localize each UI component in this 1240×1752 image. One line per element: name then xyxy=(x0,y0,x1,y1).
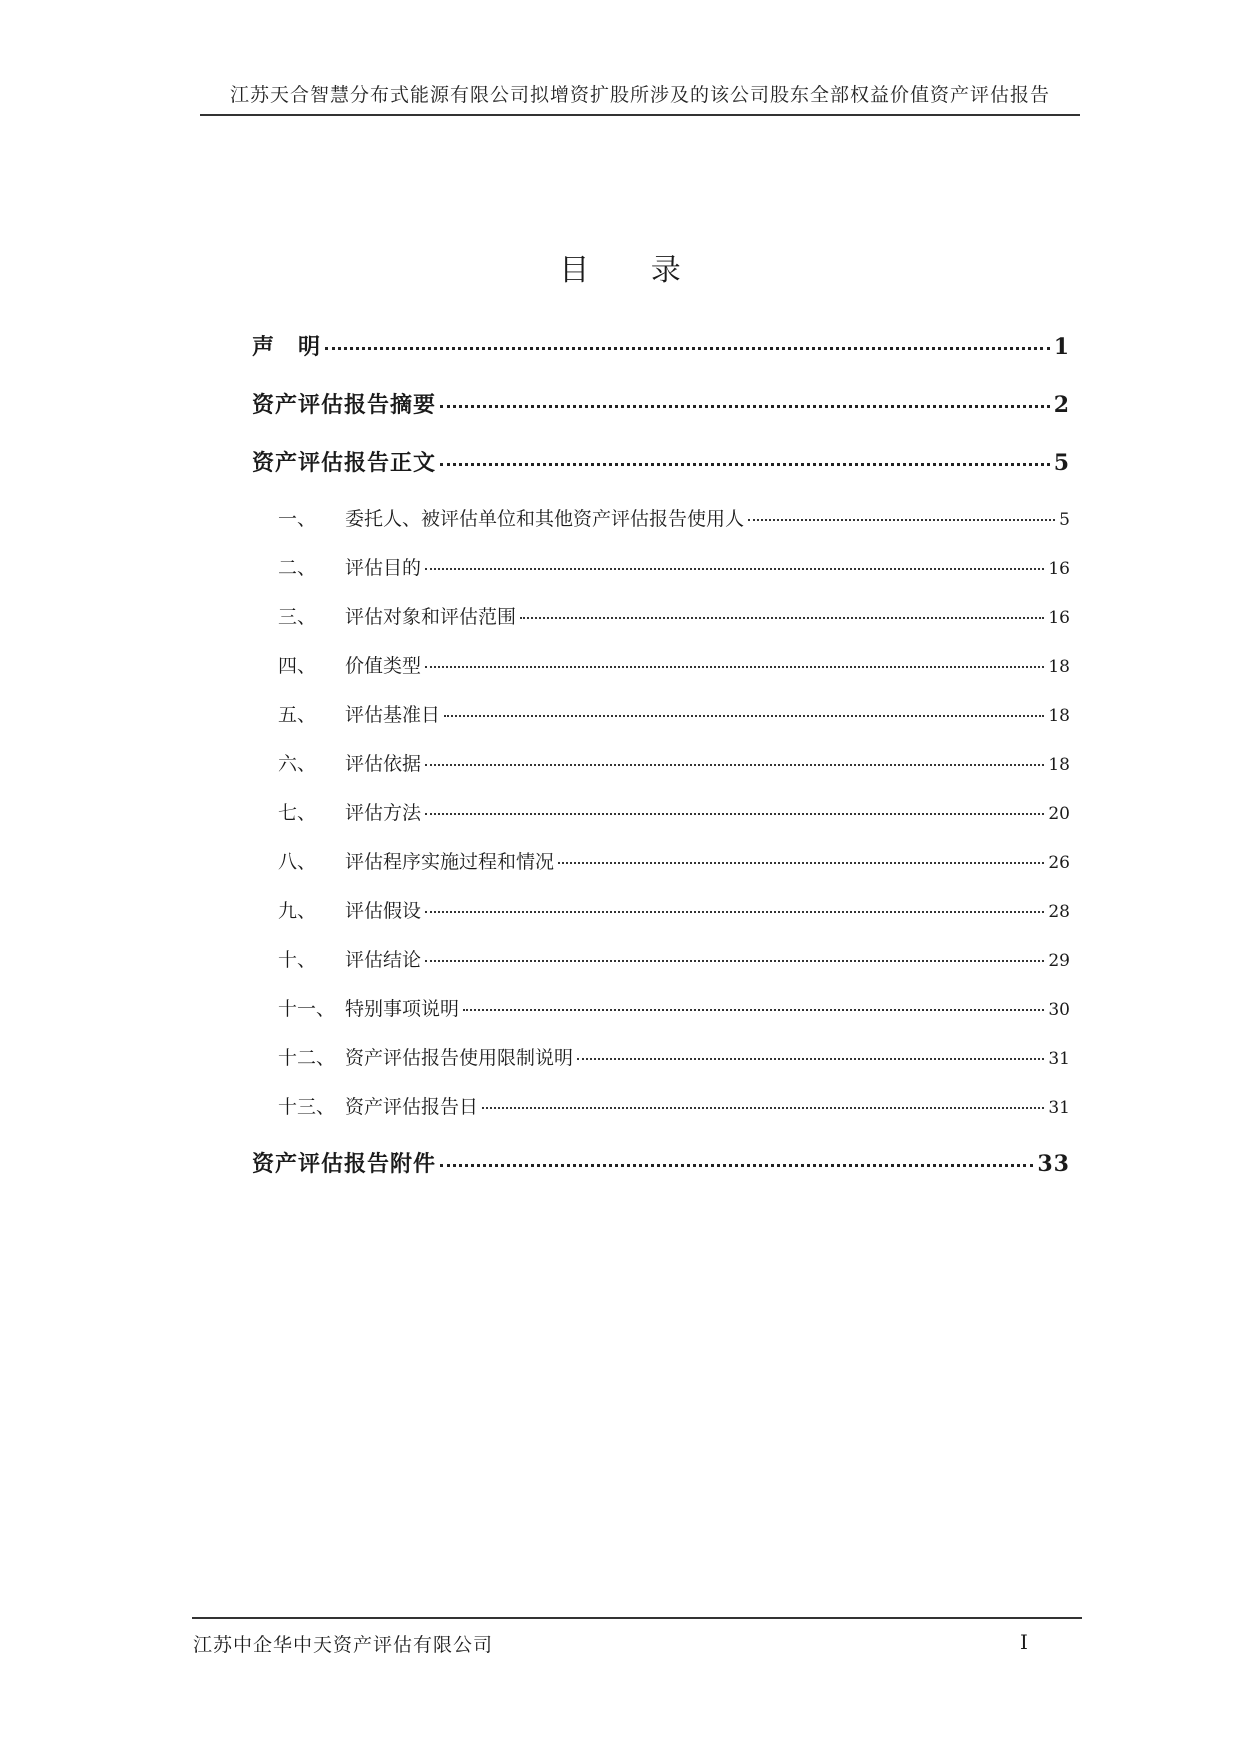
toc-subentry-label: 委托人、被评估单位和其他资产评估报告使用人 xyxy=(345,508,745,530)
dot-leader xyxy=(425,911,1044,913)
toc-entry-summary[interactable] xyxy=(252,388,1070,446)
toc-subentry-label: 评估方法 xyxy=(345,802,422,824)
toc-subentry-label: 评估目的 xyxy=(345,557,422,579)
dot-leader xyxy=(577,1058,1044,1060)
toc-subentry-page: 29 xyxy=(1048,951,1070,971)
toc-subentry-page: 31 xyxy=(1048,1049,1070,1069)
footer-page-number: I xyxy=(1020,1630,1028,1654)
footer-company-name: 江苏中企华中天资产评估有限公司 xyxy=(193,1634,494,1656)
dot-leader xyxy=(425,764,1044,766)
toc-subentry-7[interactable] xyxy=(252,798,1070,847)
toc-subentry-number: 五、 xyxy=(278,704,317,726)
dot-leader xyxy=(440,463,1050,466)
toc-title: 目 录 xyxy=(559,253,707,288)
toc-subentry-number: 十三、 xyxy=(278,1096,336,1118)
toc-subentry-page: 30 xyxy=(1048,1000,1070,1020)
toc-subentry-3[interactable] xyxy=(252,602,1070,651)
toc-subentry-label: 价值类型 xyxy=(345,655,422,677)
toc-subentry-label: 资产评估报告使用限制说明 xyxy=(345,1047,574,1069)
toc-subentry-page: 18 xyxy=(1048,755,1070,775)
toc-subentry-number: 十二、 xyxy=(278,1047,336,1069)
toc-entry-page: 2 xyxy=(1053,392,1070,418)
dot-leader xyxy=(748,519,1055,521)
header-divider xyxy=(200,114,1080,116)
toc-subentry-5[interactable] xyxy=(252,700,1070,749)
toc-subentry-page: 18 xyxy=(1048,706,1070,726)
toc-subentry-number: 四、 xyxy=(278,655,317,677)
toc-subentry-9[interactable] xyxy=(252,896,1070,945)
toc-entry-page: 1 xyxy=(1053,334,1070,360)
toc-entry-label: 资产评估报告正文 xyxy=(252,450,437,476)
toc-subentry-page: 18 xyxy=(1048,657,1070,677)
footer-divider xyxy=(192,1617,1082,1619)
toc-subentry-page: 31 xyxy=(1048,1098,1070,1118)
toc-subentry-number: 二、 xyxy=(278,557,317,579)
toc-subentry-label: 评估假设 xyxy=(345,900,422,922)
toc-subentry-label: 评估程序实施过程和情况 xyxy=(345,851,555,873)
dot-leader xyxy=(440,405,1050,408)
dot-leader xyxy=(482,1107,1044,1109)
toc-entry-label: 资产评估报告附件 xyxy=(252,1151,437,1177)
toc-subentry-page: 16 xyxy=(1048,559,1070,579)
toc-subentry-page: 20 xyxy=(1048,804,1070,824)
toc-subentry-number: 七、 xyxy=(278,802,317,824)
toc-entry-page: 5 xyxy=(1053,450,1070,476)
toc-subentry-6[interactable] xyxy=(252,749,1070,798)
dot-leader xyxy=(444,715,1044,717)
toc-subentry-13[interactable] xyxy=(252,1092,1070,1141)
toc-entry-main-text[interactable] xyxy=(252,446,1070,504)
toc-subentry-number: 一、 xyxy=(278,508,317,530)
toc-subentry-label: 评估基准日 xyxy=(345,704,441,726)
dot-leader xyxy=(558,862,1044,864)
toc-subentry-number: 十一、 xyxy=(278,998,336,1020)
toc-subentry-10[interactable] xyxy=(252,945,1070,994)
toc-subentry-page: 5 xyxy=(1059,510,1070,530)
toc-subentry-4[interactable] xyxy=(252,651,1070,700)
table-of-contents xyxy=(252,330,1070,1205)
dot-leader xyxy=(425,568,1044,570)
toc-subentry-label: 评估对象和评估范围 xyxy=(345,606,517,628)
dot-leader xyxy=(520,617,1044,619)
toc-subentry-page: 28 xyxy=(1048,902,1070,922)
toc-subentry-12[interactable] xyxy=(252,1043,1070,1092)
toc-subentry-number: 八、 xyxy=(278,851,317,873)
toc-subentry-page: 26 xyxy=(1048,853,1070,873)
toc-subentry-label: 资产评估报告日 xyxy=(345,1096,479,1118)
toc-subentry-number: 六、 xyxy=(278,753,317,775)
toc-entry-page: 33 xyxy=(1037,1151,1070,1177)
dot-leader xyxy=(425,960,1044,962)
toc-subentry-label: 评估结论 xyxy=(345,949,422,971)
toc-subentry-1[interactable] xyxy=(252,504,1070,553)
dot-leader xyxy=(325,347,1050,350)
toc-entry-appendix[interactable] xyxy=(252,1147,1070,1205)
toc-subentry-label: 评估依据 xyxy=(345,753,422,775)
dot-leader xyxy=(440,1164,1033,1167)
toc-subentry-page: 16 xyxy=(1048,608,1070,628)
toc-subentry-number: 三、 xyxy=(278,606,317,628)
toc-subentry-8[interactable] xyxy=(252,847,1070,896)
running-header: 江苏天合智慧分布式能源有限公司拟增资扩股所涉及的该公司股东全部权益价值资产评估报告 xyxy=(229,84,1050,106)
toc-entry-statement[interactable] xyxy=(252,330,1070,388)
dot-leader xyxy=(463,1009,1044,1011)
toc-entry-label: 声 明 xyxy=(252,334,322,360)
toc-subentry-number: 十、 xyxy=(278,949,317,971)
toc-subentry-label: 特别事项说明 xyxy=(345,998,460,1020)
toc-entry-label: 资产评估报告摘要 xyxy=(252,392,437,418)
toc-subentry-number: 九、 xyxy=(278,900,317,922)
toc-subentry-2[interactable] xyxy=(252,553,1070,602)
dot-leader xyxy=(425,666,1044,668)
toc-subentry-11[interactable] xyxy=(252,994,1070,1043)
dot-leader xyxy=(425,813,1044,815)
